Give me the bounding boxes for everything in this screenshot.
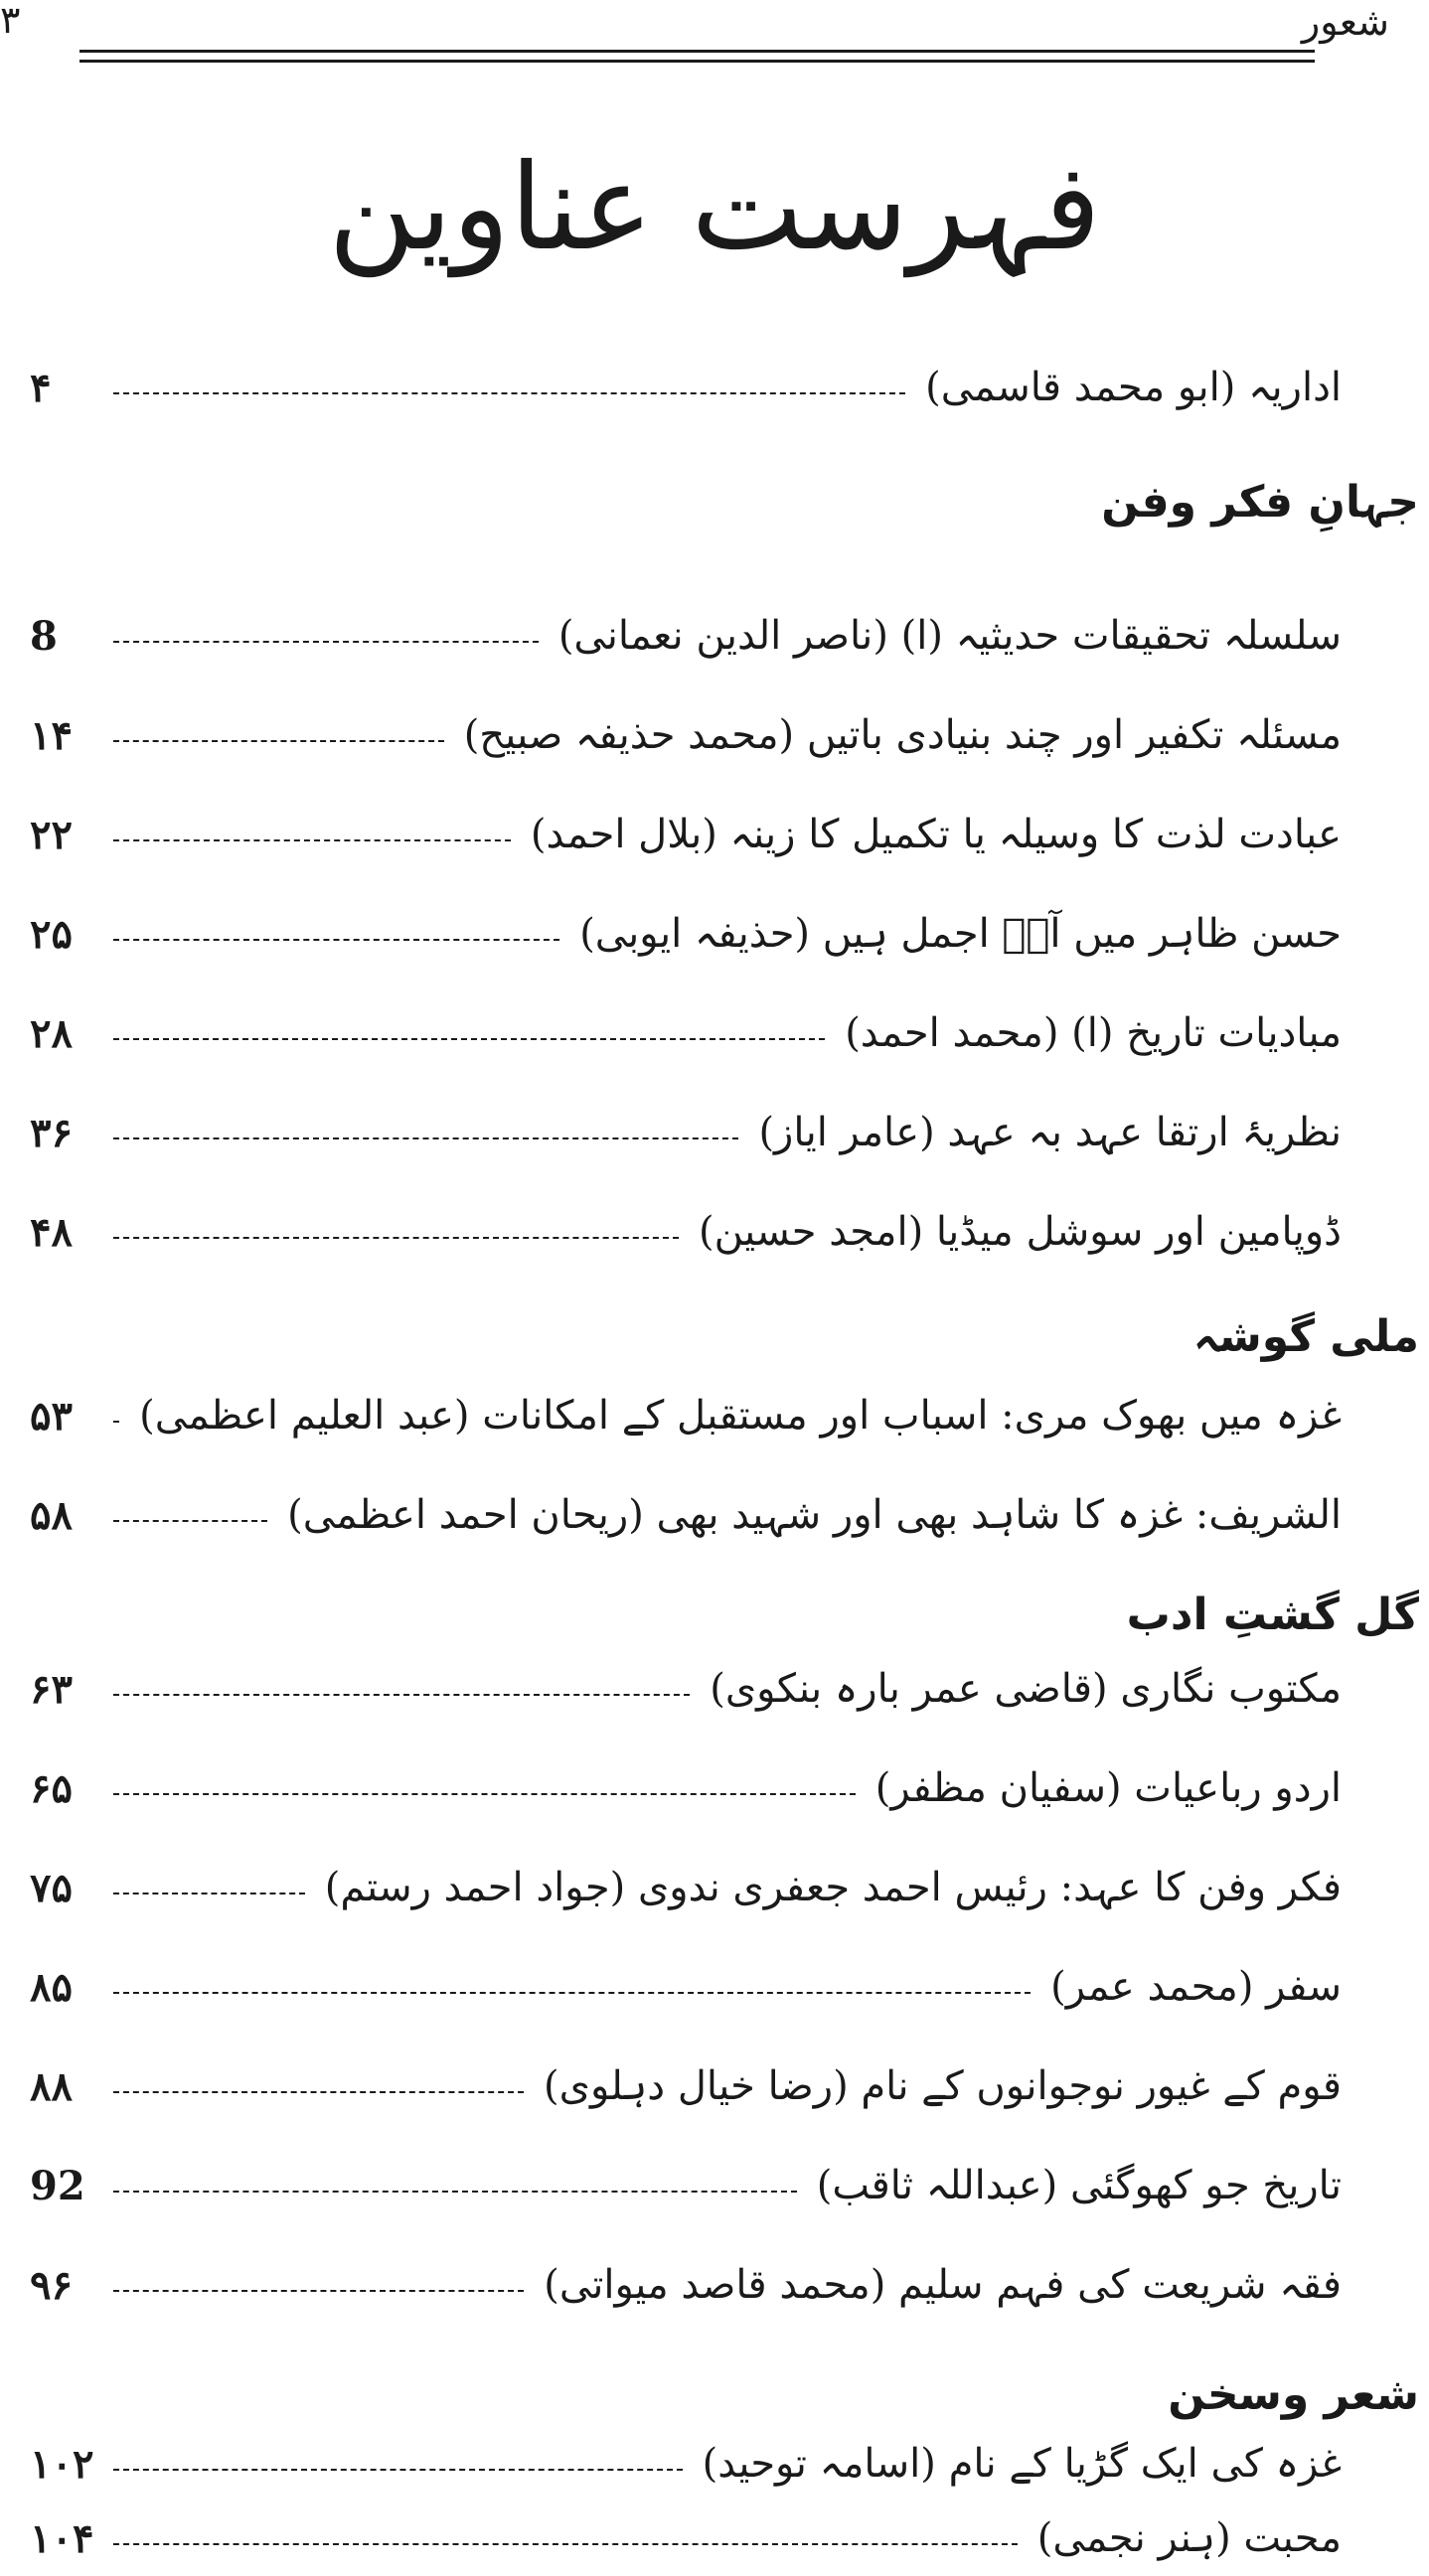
leader-dots bbox=[113, 1421, 119, 1423]
section-heading: گل گشتِ ادب bbox=[1126, 1589, 1419, 1640]
toc-entry[interactable] bbox=[30, 1480, 1342, 1550]
toc-entry[interactable] bbox=[30, 2429, 1342, 2499]
toc-entry-page: ۴ bbox=[30, 364, 52, 411]
section-heading: جہانِ فکر وفن bbox=[1101, 476, 1419, 528]
section-heading: ملی گوشہ bbox=[1192, 1310, 1419, 1362]
leader-dots bbox=[113, 1520, 267, 1522]
toc-entry-title: الشریف: غزہ کا شاہد بھی اور شہید بھی (ریحان احمد اعظمی) bbox=[287, 1492, 1342, 1538]
section-heading: شعر وسخن bbox=[1168, 2368, 1419, 2420]
toc-entry[interactable] bbox=[30, 899, 1342, 969]
leader-dots bbox=[113, 392, 905, 394]
toc-entry[interactable] bbox=[30, 1381, 1342, 1450]
toc-entry[interactable] bbox=[30, 1197, 1342, 1267]
toc-entry-title: مبادیات تاریخ (ا) (محمد احمد) bbox=[845, 1010, 1342, 1056]
toc-entry[interactable] bbox=[30, 1654, 1342, 1724]
leader-dots bbox=[113, 1694, 690, 1696]
page-number: ۳ bbox=[0, 0, 21, 42]
leader-dots bbox=[113, 2469, 683, 2471]
toc-entry-page: ۴۸ bbox=[30, 1208, 73, 1256]
toc-entry-title: ڈوپامین اور سوشل میڈیا (امجد حسین) bbox=[698, 1209, 1342, 1255]
toc-entry-title: فقہ شریعت کی فہم سلیم (محمد قاصد میواتی) bbox=[544, 2262, 1342, 2308]
toc-entry-page: ۱۰۲ bbox=[30, 2440, 94, 2488]
toc-entry-page: ۷۵ bbox=[30, 1864, 73, 1911]
toc-entry[interactable] bbox=[30, 998, 1342, 1068]
toc-entry-page: ۸۵ bbox=[30, 1963, 73, 2011]
toc-entry-title: سفر (محمد عمر) bbox=[1050, 1964, 1342, 2010]
leader-dots bbox=[113, 1038, 825, 1040]
toc-entry[interactable] bbox=[30, 1753, 1342, 1823]
toc-entry-title: اداریہ (ابو محمد قاسمی) bbox=[925, 365, 1342, 410]
leader-dots bbox=[113, 1237, 679, 1239]
toc-entry[interactable] bbox=[30, 1098, 1342, 1167]
toc-entry[interactable] bbox=[30, 2051, 1342, 2121]
toc-entry-page: ۱۰۴ bbox=[30, 2514, 94, 2562]
toc-entry[interactable] bbox=[30, 2151, 1342, 2220]
leader-dots bbox=[113, 1793, 856, 1795]
toc-entry-page: 92 bbox=[30, 2162, 85, 2209]
toc-entry-title: حسن ظاہر میں آپؐ اجمل ہیں (حذیفہ ایوبی) bbox=[579, 911, 1342, 957]
leader-dots bbox=[113, 2290, 524, 2292]
toc-entry-page: ۵۳ bbox=[30, 1392, 73, 1440]
toc-entry-page: ۶۵ bbox=[30, 1764, 73, 1812]
magazine-name: شعور bbox=[1301, 0, 1389, 44]
toc-entry-page: ۵۸ bbox=[30, 1491, 73, 1539]
leader-dots bbox=[113, 1893, 305, 1894]
toc-entry[interactable] bbox=[30, 1853, 1342, 1922]
toc-entry-page: ۳۶ bbox=[30, 1109, 73, 1156]
toc-entry-title: مسئلہ تکفیر اور چند بنیادی باتیں (محمد حذیفہ صبیح) bbox=[463, 712, 1342, 758]
toc-entry-page: ۲۲ bbox=[30, 811, 73, 858]
toc-entry[interactable] bbox=[30, 2250, 1342, 2320]
toc-entry-title: تاریخ جو کھوگئی (عبداللہ ثاقب) bbox=[816, 2163, 1342, 2208]
toc-entry[interactable] bbox=[30, 601, 1342, 671]
toc-entry[interactable] bbox=[30, 700, 1342, 770]
leader-dots bbox=[113, 2091, 524, 2093]
toc-entry-title: فکر وفن کا عہد: رئیس احمد جعفری ندوی (جواد احمد رستم) bbox=[324, 1865, 1342, 1910]
toc-entry-page: ۶۳ bbox=[30, 1665, 73, 1713]
toc-entry[interactable] bbox=[30, 2503, 1342, 2573]
leader-dots bbox=[113, 2191, 797, 2193]
toc-entry-page: ۸۸ bbox=[30, 2062, 73, 2110]
leader-dots bbox=[113, 740, 444, 742]
toc-entry-title: اردو رباعیات (سفیان مظفر) bbox=[874, 1765, 1342, 1811]
toc-entry-page: ۹۶ bbox=[30, 2261, 73, 2309]
toc-entry-intro[interactable] bbox=[30, 353, 1342, 422]
toc-entry-title: غزہ کی ایک گڑیا کے نام (اسامہ توحید) bbox=[702, 2441, 1342, 2487]
toc-entry-title: سلسلہ تحقیقات حدیثیہ (ا) (ناصر الدین نعمانی) bbox=[557, 613, 1342, 659]
leader-dots bbox=[113, 939, 559, 941]
toc-entry-title: عبادت لذت کا وسیلہ یا تکمیل کا زینہ (بلال احمد) bbox=[530, 812, 1342, 857]
toc-entry-page: ۲۵ bbox=[30, 910, 73, 958]
toc-entry[interactable] bbox=[30, 800, 1342, 869]
toc-entry-title: مکتوب نگاری (قاضی عمر بارہ بنکوی) bbox=[710, 1666, 1342, 1712]
toc-entry-page: 8 bbox=[30, 612, 58, 660]
toc-entry-title: قوم کے غیور نوجوانوں کے نام (رضا خیال دہلوی) bbox=[544, 2063, 1342, 2109]
leader-dots bbox=[113, 1137, 738, 1139]
page-title: فہرست عناوین bbox=[328, 139, 1101, 277]
toc-entry-page: ۲۸ bbox=[30, 1009, 73, 1057]
toc-entry-page: ۱۴ bbox=[30, 711, 73, 759]
toc-entry-title: نظریۂ ارتقا عہد بہ عہد (عامر ایاز) bbox=[758, 1110, 1342, 1155]
leader-dots bbox=[113, 839, 511, 841]
leader-dots bbox=[113, 641, 539, 643]
toc-entry-title: غزہ میں بھوک مری: اسباب اور مستقبل کے امکانات (عبد العلیم اعظمی) bbox=[139, 1393, 1342, 1439]
toc-entry-title: محبت (ہنر نجمی) bbox=[1036, 2515, 1342, 2561]
toc-entry[interactable] bbox=[30, 1952, 1342, 2022]
leader-dots bbox=[113, 1992, 1031, 1994]
leader-dots bbox=[113, 2543, 1018, 2545]
